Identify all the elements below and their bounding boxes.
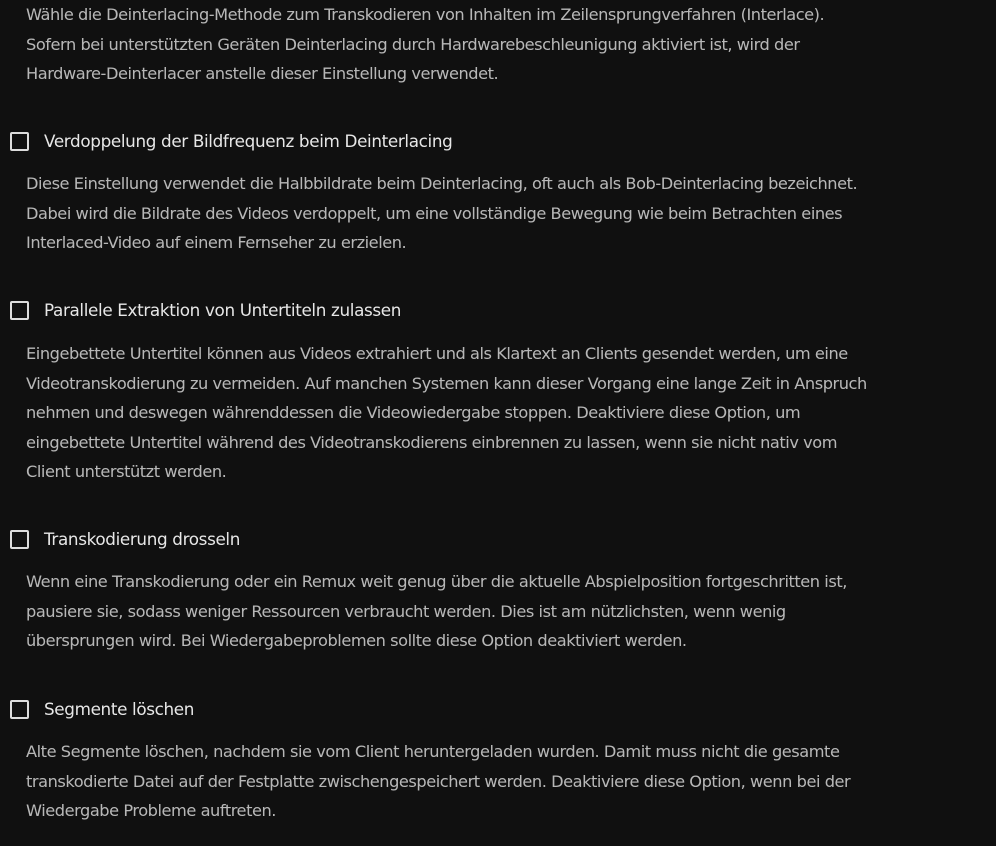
description-line: pausiere sie, sodass weniger Ressourcen verbraucht werden. Dies ist am nützlichsten, wenn wenig xyxy=(26,601,786,621)
description-line: Client unterstützt werden. xyxy=(26,462,227,482)
subtitle-extraction-checkbox-row[interactable] xyxy=(10,299,401,321)
description-line: Wähle die Deinterlacing-Methode zum Transkodieren von Inhalten im Zeilensprungverfahren (Interlace). xyxy=(26,5,825,24)
subtitle-extraction-checkbox[interactable] xyxy=(10,301,29,320)
double-framerate-description xyxy=(26,169,986,258)
subtitle-extraction-description xyxy=(26,339,986,487)
subtitle-extraction-label[interactable]: Parallele Extraktion von Untertiteln zulassen xyxy=(44,300,402,320)
double-framerate-label[interactable]: Verdoppelung der Bildfrequenz beim Deinterlacing xyxy=(44,131,453,151)
delete-segments-checkbox-row[interactable] xyxy=(10,698,194,720)
description-line: Diese Einstellung verwendet die Halbbildrate beim Deinterlacing, oft auch als Bob-Deinterlacing bezeichnet. xyxy=(26,174,858,193)
throttle-transcoding-checkbox-row[interactable] xyxy=(10,528,240,550)
throttle-transcoding-description xyxy=(26,567,986,656)
description-line: Alte Segmente löschen, nachdem sie vom Client heruntergeladen wurden. Damit muss nicht die gesamte xyxy=(26,742,840,761)
deinterlace-method-description xyxy=(26,0,986,89)
description-line: eingebettete Untertitel während des Videotranskodierens einbrennen zu lassen, wenn sie nicht nativ vom xyxy=(26,432,838,452)
throttle-transcoding-checkbox[interactable] xyxy=(10,530,29,549)
description-line: transkodierte Datei auf der Festplatte zwischengespeichert werden. Deaktiviere diese Option, wenn bei der xyxy=(26,771,851,791)
description-line: Dabei wird die Bildrate des Videos verdoppelt, um eine vollständige Bewegung wie beim Betrachten eines xyxy=(26,203,843,223)
delete-segments-label[interactable]: Segmente löschen xyxy=(44,699,195,719)
delete-segments-description xyxy=(26,737,986,826)
description-line: Wenn eine Transkodierung oder ein Remux weit genug über die aktuelle Abspielposition fortgeschritten ist, xyxy=(26,572,847,591)
description-line: Sofern bei unterstützten Geräten Deinterlacing durch Hardwarebeschleunigung aktiviert ist, wird der xyxy=(26,34,800,54)
double-framerate-checkbox-row[interactable] xyxy=(10,130,452,152)
description-line: Videotranskodierung zu vermeiden. Auf manchen Systemen kann dieser Vorgang eine lange Zeit in Anspruch xyxy=(26,373,867,393)
throttle-transcoding-label[interactable]: Transkodierung drosseln xyxy=(44,529,241,549)
description-line: Eingebettete Untertitel können aus Videos extrahiert und als Klartext an Clients gesendet werden, um eine xyxy=(26,344,848,363)
description-line: nehmen und deswegen währenddessen die Videowiedergabe stoppen. Deaktiviere diese Option, um xyxy=(26,403,801,423)
delete-segments-checkbox[interactable] xyxy=(10,700,29,719)
description-line: übersprungen wird. Bei Wiedergabeproblemen sollte diese Option deaktiviert werden. xyxy=(26,631,687,651)
description-line: Wiedergabe Probleme auftreten. xyxy=(26,801,276,821)
description-line: Hardware-Deinterlacer anstelle dieser Einstellung verwendet. xyxy=(26,64,499,84)
description-line: Interlaced-Video auf einem Fernseher zu erzielen. xyxy=(26,233,407,253)
double-framerate-checkbox[interactable] xyxy=(10,132,29,151)
